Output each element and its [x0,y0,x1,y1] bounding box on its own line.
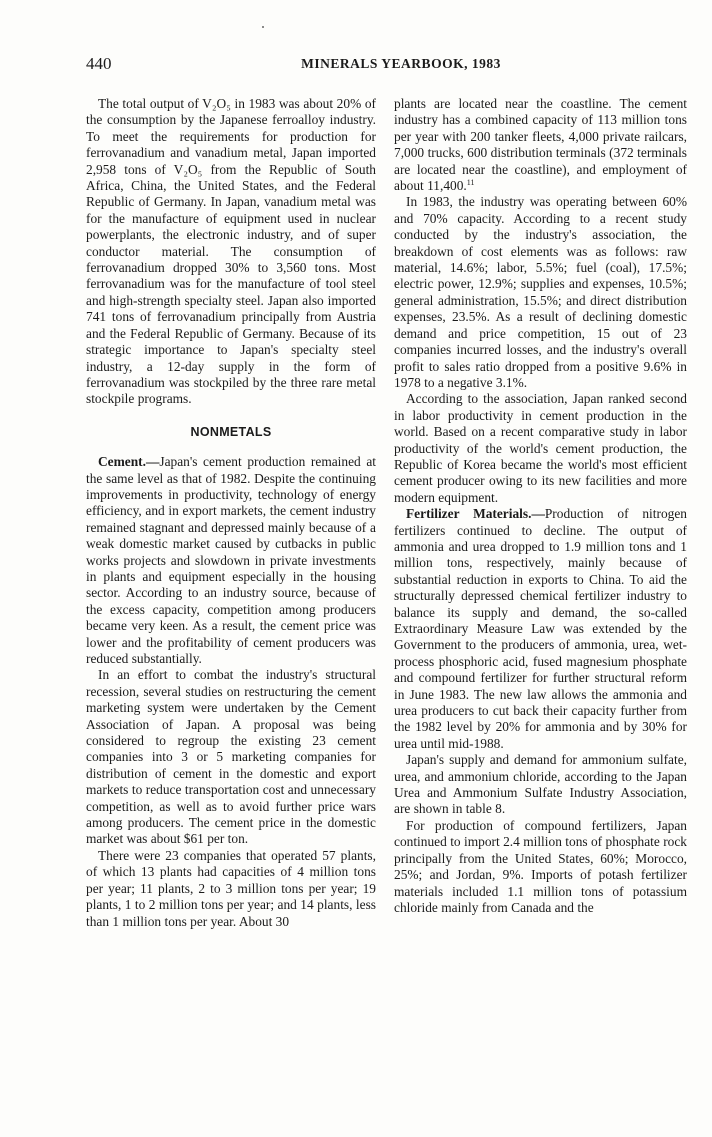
cement-runin-heading: Cement.— [98,454,160,470]
cement-paragraph-3: There were 23 companies that operated 57 plants, of which 13 plants had capacities of 4 million tons per year; 11 plants, 2 to 3 million tons per year; 19 plants, 1 to 2 million tons per year; and 14 plants, less than 1 million tons per year. About 30 [86,847,376,929]
cement-capacity-paragraph: In 1983, the industry was operating between 60% and 70% capacity. According to a recent study conducted by the industry's association, the breakdown of cost elements was as follows: raw material, 14.6%; labor, 5.5%; fuel (coal), 17.5%; electric power, 12.9%; supplies and expenses, 10.5%; general administration, 15.5%; and direct distribution expenses, 23.5%. As a result of declining domestic demand and price competition, 15 out of 23 companies incurred losses, and the industry's overall profit to sales ratio dropped from a positive 9.6% in 1978 to a negative 3.1%. [394,194,687,390]
speck [262,26,264,28]
fertilizer-paragraph-3: For production of compound fertilizers, Japan continued to import 2.4 million tons of phosphate rock principally from the United States, 60%; Morocco, 25%; and Jordan, 9%. Imports of potash fertilizer materials included 1.1 million tons of potassium chloride mainly from Canada and the [394,817,687,915]
section-heading-nonmetals: NONMETALS [190,424,272,439]
cement-paragraph-continued [394,96,687,194]
right-column [394,96,687,916]
fertilizer-runin-heading: Fertilizer Materials.— [406,506,545,522]
running-head: MINERALS YEARBOOK, 1983 [301,56,501,71]
cement-paragraph-1-text: Japan's cement production remained at the same level as that of 1982. Despite the continuing improvements in productivity, technology of energy efficiency, and in export markets, the cement industry remained stagnant and depressed mainly because of a weak domestic market caused by cutbacks in public works projects and slowdown in private investments in plants and equipment especially in the housing sector. According to an industry source, because of the excess capacity, competition among producers became very keen. As a result, the cement price was lower and the profitability of cement producers was reduced substantially. [86,454,376,666]
fertilizer-paragraph-1 [394,506,687,752]
left-column [86,96,376,930]
page-number: 440 [86,54,112,73]
fertilizer-paragraph-2: Japan's supply and demand for ammonium sulfate, urea, and ammonium chloride, according to the Japan Urea and Ammonium Sulfate Industry Association, are shown in table 8. [394,752,687,817]
cement-continued-text: plants are located near the coastline. The cement industry has a combined capacity of 113 million tons per year with 200 tanker fleets, 4,000 private railcars, 7,000 trucks, 600 distribution terminals (372 terminals are located near the coastline), and employment of about 11,400. [394,96,687,194]
footnote-reference: 11 [466,178,475,188]
vanadium-paragraph: The total output of V₂O₅ in 1983 was about 20% of the consumption by the Japanese ferroalloy industry. To meet the requirements for production for ferrovanadium and vanadium metal, Japan imported 2,958 tons of V₂O₅ from the Republic of South Africa, China, the United States, and the Federal Republic of Germany. In Japan, vanadium metal was for the manufacture of equipment used in nuclear powerplants, the electronic industry, and of super conductor material. The consumption of ferrovanadium dropped 30% to 3,560 tons. Most ferrovanadium was for the manufacture of tool steel and high-strength specialty steel. Japan also imported 741 tons of ferrovanadium principally from Austria and the Federal Republic of Germany. Because of its strategic importance to Japan's specialty steel industry, a 12-day supply in the form of ferrovanadium was stockpiled by the three rare metal stockpile programs. [86,96,376,407]
cement-paragraph-1 [86,454,376,667]
cement-paragraph-2: In an effort to combat the industry's structural recession, several studies on restructuring the cement marketing system were undertaken by the Cement Association of Japan. A proposal was being considered to regroup the existing 23 cement companies into 3 or 5 marketing companies for distribution of cement in the domestic and export markets to reduce transportation cost and unnecessary competition, as well as to avoid further price wars among producers. The cement price in the domestic market was about $61 per ton. [86,667,376,847]
cement-productivity-paragraph: According to the association, Japan ranked second in labor productivity in cement production in the world. Based on a recent comparative study in labor productivity of the world's cement production, the Republic of Korea became the world's most efficient cement producer owing to its new facilities and more modern equipment. [394,391,687,505]
fertilizer-paragraph-1-text: Production of nitrogen fertilizers continued to decline. The output of ammonia and urea dropped to 1.9 million tons and 1 million tons, respectively, mainly because of substantial reduction in exports to China. To aid the structurally depressed chemical fertilizer industry to balance its supply and demand, the so-called Extraordinary Measure Law was extended by the Government to the producers of ammonia, urea, wet-process phosphoric acid, fused magnesium phosphate and compound fertilizer for further structural reform in June 1983. The new law allows the ammonia and urea producers to cut back their capacity further from the 1982 level by 20% for ammonia and by 30% for urea until mid-1988. [394,506,687,751]
